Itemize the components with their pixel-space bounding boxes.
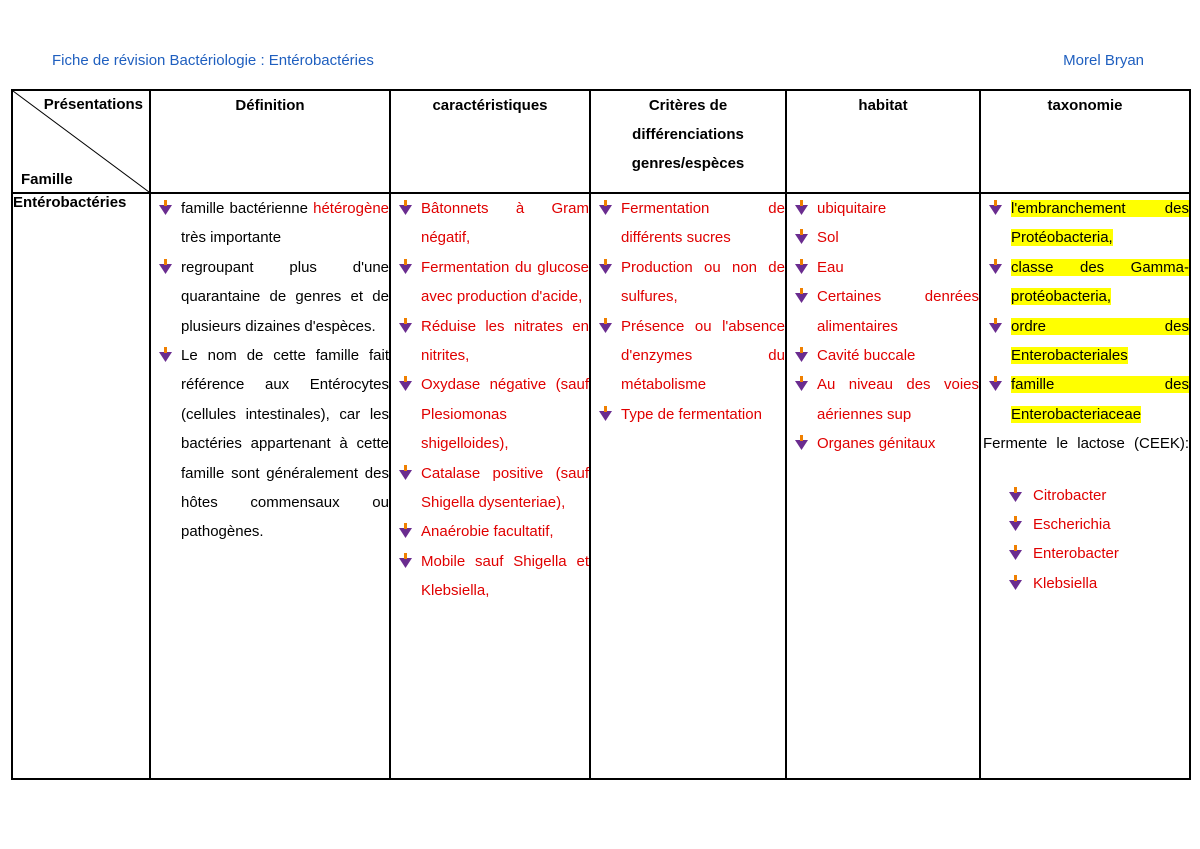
column-header-taxonomie: taxonomie — [980, 90, 1190, 193]
arrow-bullet-icon — [159, 200, 172, 215]
highlighted-text: ordre des Enterobacteriales — [1011, 317, 1189, 365]
list-item: famille bactérienne hétérogène très importante — [151, 194, 389, 253]
list-item — [981, 312, 1189, 371]
list-item: Fermentation du glucose avec production d'acide, — [391, 253, 589, 312]
column-header-caracteristiques: caractéristiques — [390, 90, 590, 193]
list-item: Oxydase négative (sauf Plesiomonas shigelloides), — [391, 370, 589, 458]
list-item: Mobile sauf Shigella et Klebsiella, — [391, 547, 589, 606]
arrow-bullet-icon — [599, 200, 612, 215]
arrow-bullet-icon — [599, 406, 612, 421]
corner-top-label: Présentations — [43, 96, 143, 113]
corner-bottom-label: Famille — [21, 171, 73, 188]
arrow-bullet-icon — [159, 259, 172, 274]
list-item: Organes génitaux — [787, 429, 979, 458]
list-item: Fermentation de différents sucres — [591, 194, 785, 253]
arrow-bullet-icon — [399, 259, 412, 274]
arrow-bullet-icon — [989, 200, 1002, 215]
arrow-bullet-icon — [795, 259, 808, 274]
arrow-bullet-icon — [795, 435, 808, 450]
arrow-bullet-icon — [795, 347, 808, 362]
arrow-bullet-icon — [1009, 575, 1022, 590]
list-item: Anaérobie facultatif, — [391, 517, 589, 546]
list-item: regroupant plus d'une quarantaine de genres et de plusieurs dizaines d'espèces. — [151, 253, 389, 341]
list-item: Présence ou l'absence d'enzymes du métabolisme — [591, 312, 785, 400]
arrow-bullet-icon — [795, 376, 808, 391]
list-item: Eau — [787, 253, 979, 282]
list-item: Cavité buccale — [787, 341, 979, 370]
definition-cell — [150, 193, 390, 779]
arrow-bullet-icon — [989, 376, 1002, 391]
arrow-bullet-icon — [795, 288, 808, 303]
list-item — [981, 253, 1189, 312]
column-header-habitat: habitat — [786, 90, 980, 193]
arrow-bullet-icon — [1009, 487, 1022, 502]
list-item: Escherichia — [981, 510, 1189, 539]
table-row-enterobacteries — [12, 193, 1190, 779]
arrow-bullet-icon — [399, 523, 412, 538]
row-label: Entérobactéries — [12, 193, 150, 779]
list-item: Au niveau des voies aériennes sup — [787, 370, 979, 429]
criteres-cell — [590, 193, 786, 779]
document-author: Morel Bryan — [1063, 52, 1144, 69]
list-item: Sol — [787, 223, 979, 252]
arrow-bullet-icon — [399, 465, 412, 480]
page-header — [52, 52, 1144, 69]
caracteristiques-cell — [390, 193, 590, 779]
list-item: Klebsiella — [981, 569, 1189, 598]
highlighted-text: classe des Gamma-protéobacteria, — [1011, 258, 1189, 306]
list-item: Catalase positive (sauf Shigella dysenteriae), — [391, 459, 589, 518]
revision-table — [11, 89, 1191, 780]
arrow-bullet-icon — [159, 347, 172, 362]
highlighted-text: famille des Enterobacteriaceae — [1011, 376, 1189, 423]
taxonomie-cell — [980, 193, 1190, 779]
document-title: Fiche de révision Bactériologie : Entérobactéries — [52, 52, 374, 69]
arrow-bullet-icon — [989, 259, 1002, 274]
list-item: Type de fermentation — [591, 400, 785, 429]
arrow-bullet-icon — [399, 200, 412, 215]
arrow-bullet-icon — [795, 229, 808, 244]
arrow-bullet-icon — [1009, 516, 1022, 531]
corner-cell — [12, 90, 150, 193]
arrow-bullet-icon — [399, 376, 412, 391]
list-item: Certaines denrées alimentaires — [787, 282, 979, 341]
list-item: Citrobacter — [981, 481, 1189, 510]
highlighted-word: hétérogène — [313, 200, 390, 217]
list-item: Production ou non de sulfures, — [591, 253, 785, 312]
arrow-bullet-icon — [399, 318, 412, 333]
table-header-row — [12, 90, 1190, 193]
list-item — [981, 194, 1189, 253]
arrow-bullet-icon — [599, 318, 612, 333]
list-item: ubiquitaire — [787, 194, 979, 223]
lactose-note: Fermente le lactose (CEEK): — [983, 435, 1189, 453]
arrow-bullet-icon — [399, 553, 412, 568]
column-header-criteres: Critères de différenciations genres/espèces — [590, 90, 786, 193]
arrow-bullet-icon — [1009, 545, 1022, 560]
list-item: Le nom de cette famille fait référence aux Entérocytes (cellules intestinales), car les bactéries appartenant à cette famille sont généralement des hôtes commensaux ou pathogènes. — [151, 341, 389, 547]
highlighted-text: l'embranchement des Protéobacteria, — [1011, 200, 1189, 247]
list-item: Enterobacter — [981, 539, 1189, 568]
column-header-definition: Définition — [150, 90, 390, 193]
list-item — [981, 370, 1189, 429]
arrow-bullet-icon — [989, 318, 1002, 333]
arrow-bullet-icon — [795, 200, 808, 215]
habitat-cell — [786, 193, 980, 779]
arrow-bullet-icon — [599, 259, 612, 274]
list-item: Réduise les nitrates en nitrites, — [391, 312, 589, 371]
list-item: Bâtonnets à Gram négatif, — [391, 194, 589, 253]
